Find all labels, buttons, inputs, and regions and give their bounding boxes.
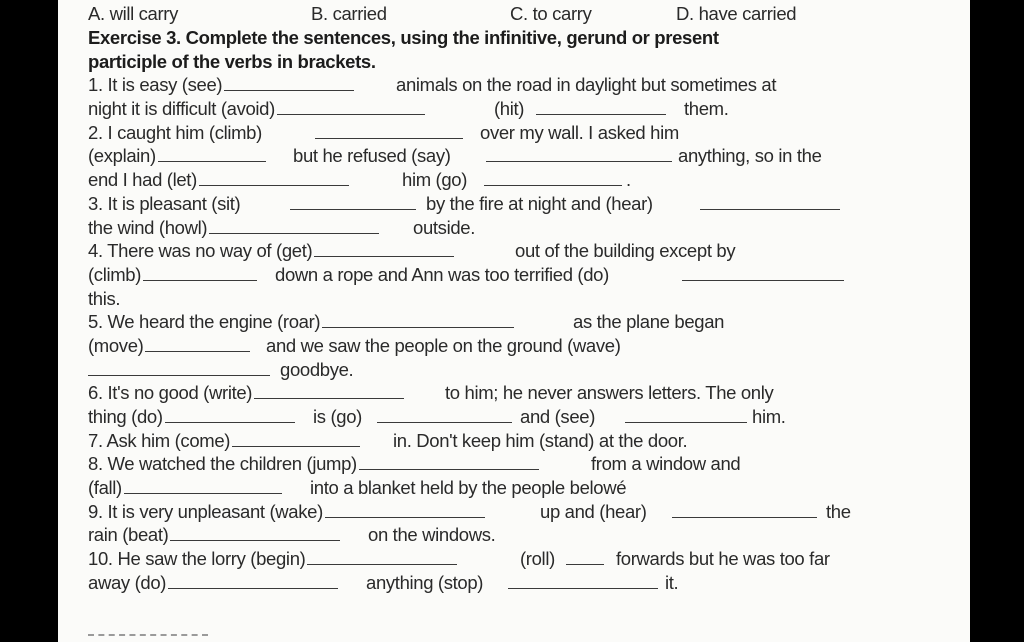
exercise-title-cont: participle of the verbs in brackets. — [88, 50, 376, 72]
sentence-text: over my wall. I asked him — [480, 121, 679, 143]
answer-blank[interactable] — [232, 445, 360, 447]
sentence-line — [88, 334, 948, 358]
sentence-text: on the windows. — [368, 524, 496, 546]
answer-blank[interactable] — [672, 516, 817, 518]
sentence-line — [88, 168, 948, 192]
answer-blank[interactable] — [536, 113, 666, 115]
sentence-text: out of the building except by — [515, 240, 736, 262]
answer-blank[interactable] — [325, 516, 485, 518]
sentence-text: is (go) — [313, 406, 362, 427]
answer-blank[interactable] — [484, 184, 622, 186]
sentence-line — [88, 429, 948, 453]
sentence-text: night it is difficult (avoid) — [88, 98, 275, 120]
answer-blank[interactable] — [158, 160, 266, 162]
sentence-line — [88, 571, 948, 595]
sentence-text: . — [626, 169, 631, 191]
sentence-text: in. Don't keep him (stand) at the door. — [393, 429, 688, 451]
sentence-line — [88, 97, 948, 121]
answer-blank[interactable] — [377, 421, 512, 423]
sentence-text: 9. It is very unpleasant (wake) — [88, 500, 323, 522]
sentence-line — [88, 381, 948, 405]
sentence-text: (fall) — [88, 477, 122, 499]
answer-blank[interactable] — [359, 468, 539, 470]
answer-options-row — [88, 2, 948, 26]
sentence-text: down a rope and Ann was too terrified (do) — [275, 263, 609, 285]
option-b: B. carried — [311, 3, 387, 24]
answer-blank[interactable] — [682, 279, 844, 281]
answer-blank[interactable] — [254, 397, 404, 399]
sentence-text: it. — [665, 571, 679, 593]
sentence-text: 10. He saw the lorry (begin) — [88, 548, 306, 570]
sentence-text: 4. There was no way of (get) — [88, 240, 313, 262]
answer-blank[interactable] — [170, 539, 340, 541]
sentence-text: and we saw the people on the ground (wave) — [266, 334, 621, 356]
sentence-text: 7. Ask him (come) — [88, 429, 231, 451]
answer-blank[interactable] — [508, 587, 658, 589]
sentence-text: away (do) — [88, 571, 167, 593]
answer-blank[interactable] — [566, 563, 604, 565]
sentence-line — [88, 523, 948, 547]
worksheet-content — [88, 2, 948, 595]
sentence-text: 8. We watched the children (jump) — [88, 453, 357, 475]
sentence-text: outside. — [413, 216, 475, 238]
answer-blank[interactable] — [168, 587, 338, 589]
answer-blank[interactable] — [486, 160, 672, 162]
sentence-line — [88, 121, 948, 145]
sentence-line — [88, 73, 948, 97]
answer-blank[interactable] — [307, 563, 457, 565]
sentence-text: to him; he never answers letters. The only — [445, 382, 774, 404]
sentence-text: the — [826, 500, 851, 522]
sentence-text: by the fire at night and (hear) — [426, 192, 653, 214]
sentence-text: forwards but he was too far — [616, 548, 830, 570]
sentence-line — [88, 216, 948, 240]
answer-blank[interactable] — [145, 350, 250, 352]
sentence-line — [88, 263, 948, 287]
sentence-text: 1. It is easy (see) — [88, 74, 223, 96]
sentence-text: but he refused (say) — [293, 145, 451, 167]
sentence-text: 5. We heard the engine (roar) — [88, 311, 321, 333]
sentence-text: anything (stop) — [366, 571, 484, 593]
sentence-line — [88, 358, 948, 382]
sentence-line — [88, 500, 948, 524]
answer-blank[interactable] — [700, 208, 840, 210]
sentence-line — [88, 287, 948, 311]
sentence-text: goodbye. — [280, 358, 354, 380]
sentence-text: (roll) — [520, 548, 555, 570]
next-section-heading-fragment — [88, 634, 208, 641]
sentence-text: them. — [684, 98, 729, 120]
sentence-line — [88, 405, 948, 429]
answer-blank[interactable] — [322, 326, 514, 328]
sentence-text: rain (beat) — [88, 524, 169, 546]
sentence-text: the wind (howl) — [88, 216, 208, 238]
sentence-text: this. — [88, 287, 121, 309]
answer-blank[interactable] — [224, 89, 354, 91]
worksheet-page — [58, 0, 970, 642]
sentence-text: 3. It is pleasant (sit) — [88, 192, 241, 214]
sentence-text: and (see) — [520, 406, 596, 427]
sentence-text: anything, so in the — [678, 145, 822, 167]
sentence-text: thing (do) — [88, 406, 163, 427]
sentence-text: end I had (let) — [88, 169, 197, 191]
sentence-text: (explain) — [88, 145, 156, 167]
answer-blank[interactable] — [88, 374, 270, 376]
answer-blank[interactable] — [209, 232, 379, 234]
sentence-text: (move) — [88, 334, 144, 356]
answer-blank[interactable] — [315, 137, 463, 139]
answer-blank[interactable] — [290, 208, 416, 210]
sentence-text: 2. I caught him (climb) — [88, 121, 262, 143]
sentence-text: 6. It's no good (write) — [88, 382, 253, 404]
sentence-text: him. — [752, 406, 786, 427]
answer-blank[interactable] — [124, 492, 282, 494]
sentence-text: as the plane began — [573, 311, 725, 333]
answer-blank[interactable] — [314, 255, 454, 257]
option-d: D. have carried — [676, 3, 797, 24]
answer-blank[interactable] — [143, 279, 257, 281]
option-a: A. will carry — [88, 3, 179, 24]
sentence-text: from a window and — [591, 453, 741, 475]
sentence-line — [88, 476, 948, 500]
exercise-title: Exercise 3. Complete the sentences, using the infinitive, gerund or present — [88, 27, 719, 48]
sentence-text: into a blanket held by the people belowé — [310, 477, 627, 499]
sentence-line — [88, 452, 948, 476]
answer-blank[interactable] — [199, 184, 349, 186]
option-c: C. to carry — [510, 3, 592, 24]
sentence-text: animals on the road in daylight but sometimes at — [396, 74, 777, 96]
sentence-line — [88, 547, 948, 571]
sentence-line — [88, 144, 948, 168]
sentence-text: (hit) — [494, 98, 525, 120]
sentence-text: up and (hear) — [540, 500, 647, 522]
sentence-text: him (go) — [402, 169, 468, 191]
sentence-line — [88, 192, 948, 216]
sentence-line — [88, 239, 948, 263]
answer-blank[interactable] — [625, 421, 747, 423]
answer-blank[interactable] — [277, 113, 425, 115]
answer-blank[interactable] — [165, 421, 295, 423]
sentence-text: (climb) — [88, 263, 142, 285]
sentence-line — [88, 310, 948, 334]
